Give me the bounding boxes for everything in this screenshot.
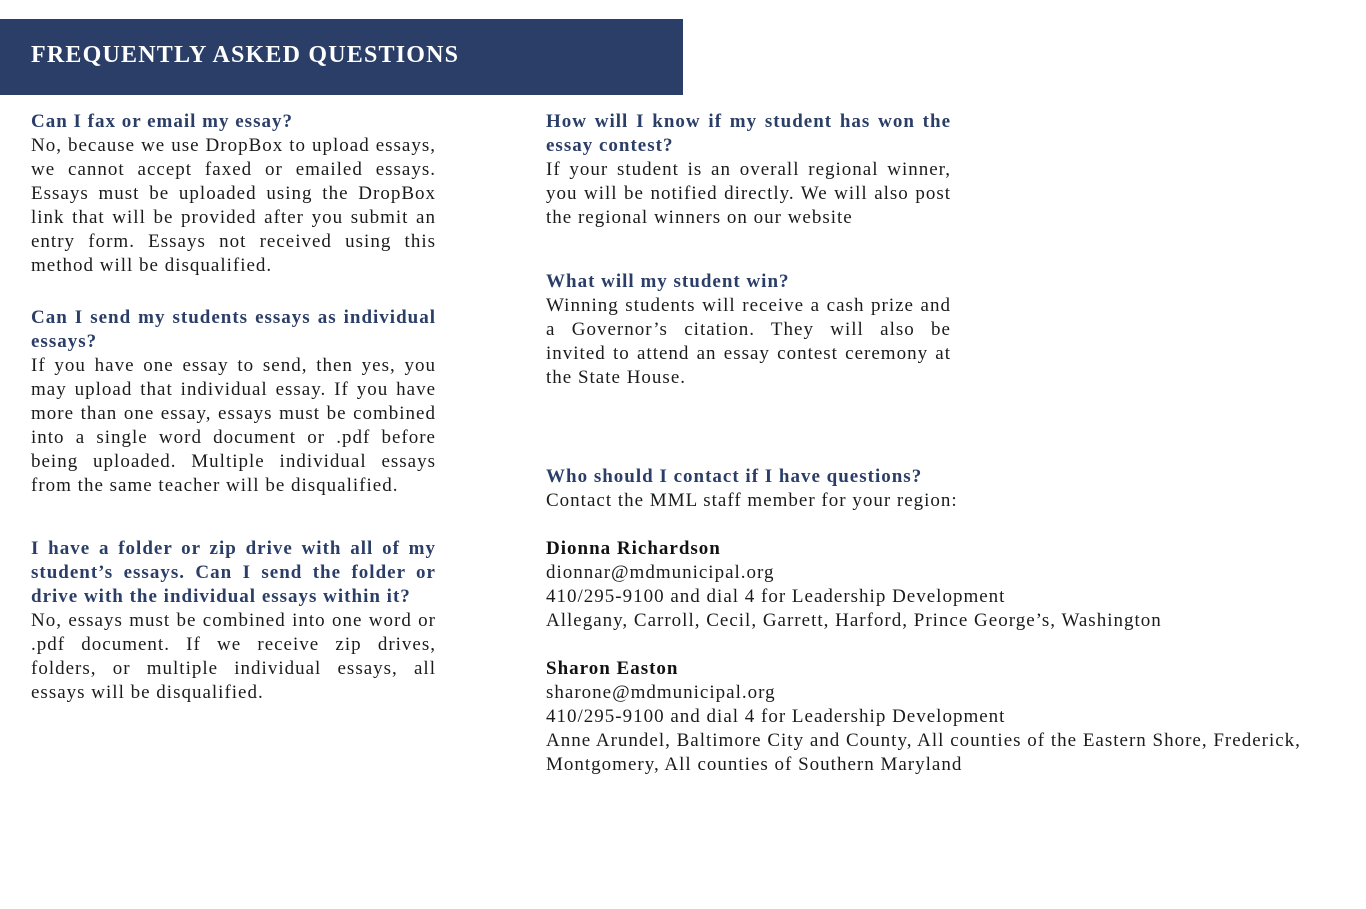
- contact-name: Sharon Easton: [546, 658, 679, 679]
- contact-person: [546, 537, 1326, 633]
- faq-question: Can I send my students essays as individual essays?: [31, 307, 436, 352]
- faq-item: [31, 537, 436, 705]
- faq-item: [31, 306, 436, 498]
- contact-phone: 410/295-9100 and dial 4 for Leadership Development: [546, 706, 1006, 727]
- faq-middle-column: [546, 110, 951, 390]
- faq-header-banner: [0, 19, 683, 95]
- faq-answer: No, because we use DropBox to upload essays, we cannot accept faxed or emailed essays. Essays must be uploaded using the DropBox link that will be provided after you submit an entry form. Essays not received using this method will be disqualified.: [31, 135, 436, 276]
- faq-answer: Winning students will receive a cash prize and a Governor’s citation. They will also be invited to attend an essay contest ceremony at the State House.: [546, 295, 951, 388]
- contact-name: Dionna Richardson: [546, 538, 721, 559]
- faq-item: [546, 110, 951, 230]
- contact-person: [546, 657, 1326, 777]
- faq-item: [546, 270, 951, 390]
- faq-question: I have a folder or zip drive with all of my student’s essays. Can I send the folder or drive with the individual essays within it?: [31, 538, 436, 607]
- faq-question: What will my student win?: [546, 271, 790, 292]
- page-title: FREQUENTLY ASKED QUESTIONS: [31, 42, 460, 68]
- faq-left-column: [31, 110, 436, 705]
- contact-question: Who should I contact if I have questions?: [546, 466, 923, 487]
- contact-region: Allegany, Carroll, Cecil, Garrett, Harford, Prince George’s, Washington: [546, 610, 1162, 631]
- faq-answer: If you have one essay to send, then yes, you may upload that individual essay. If you have more than one essay, essays must be combined into a single word document or .pdf before being uploaded. Multiple individual essays from the same teacher will be disqualified.: [31, 355, 436, 496]
- contact-intro: Contact the MML staff member for your region:: [546, 490, 958, 511]
- contact-email[interactable]: dionnar@mdmunicipal.org: [546, 562, 775, 583]
- faq-answer: If your student is an overall regional winner, you will be notified directly. We will also post the regional winners on our website: [546, 159, 951, 228]
- contact-section: [546, 465, 1326, 777]
- contact-phone: 410/295-9100 and dial 4 for Leadership Development: [546, 586, 1006, 607]
- contact-email[interactable]: sharone@mdmunicipal.org: [546, 682, 776, 703]
- faq-item: [31, 110, 436, 278]
- contact-region: Anne Arundel, Baltimore City and County, All counties of the Eastern Shore, Frederick, Montgomery, All counties of Southern Maryland: [546, 730, 1301, 775]
- faq-answer: No, essays must be combined into one word or .pdf document. If we receive zip drives, folders, or multiple individual essays, all essays will be disqualified.: [31, 610, 436, 703]
- faq-question: How will I know if my student has won the essay contest?: [546, 111, 951, 156]
- faq-question: Can I fax or email my essay?: [31, 111, 293, 132]
